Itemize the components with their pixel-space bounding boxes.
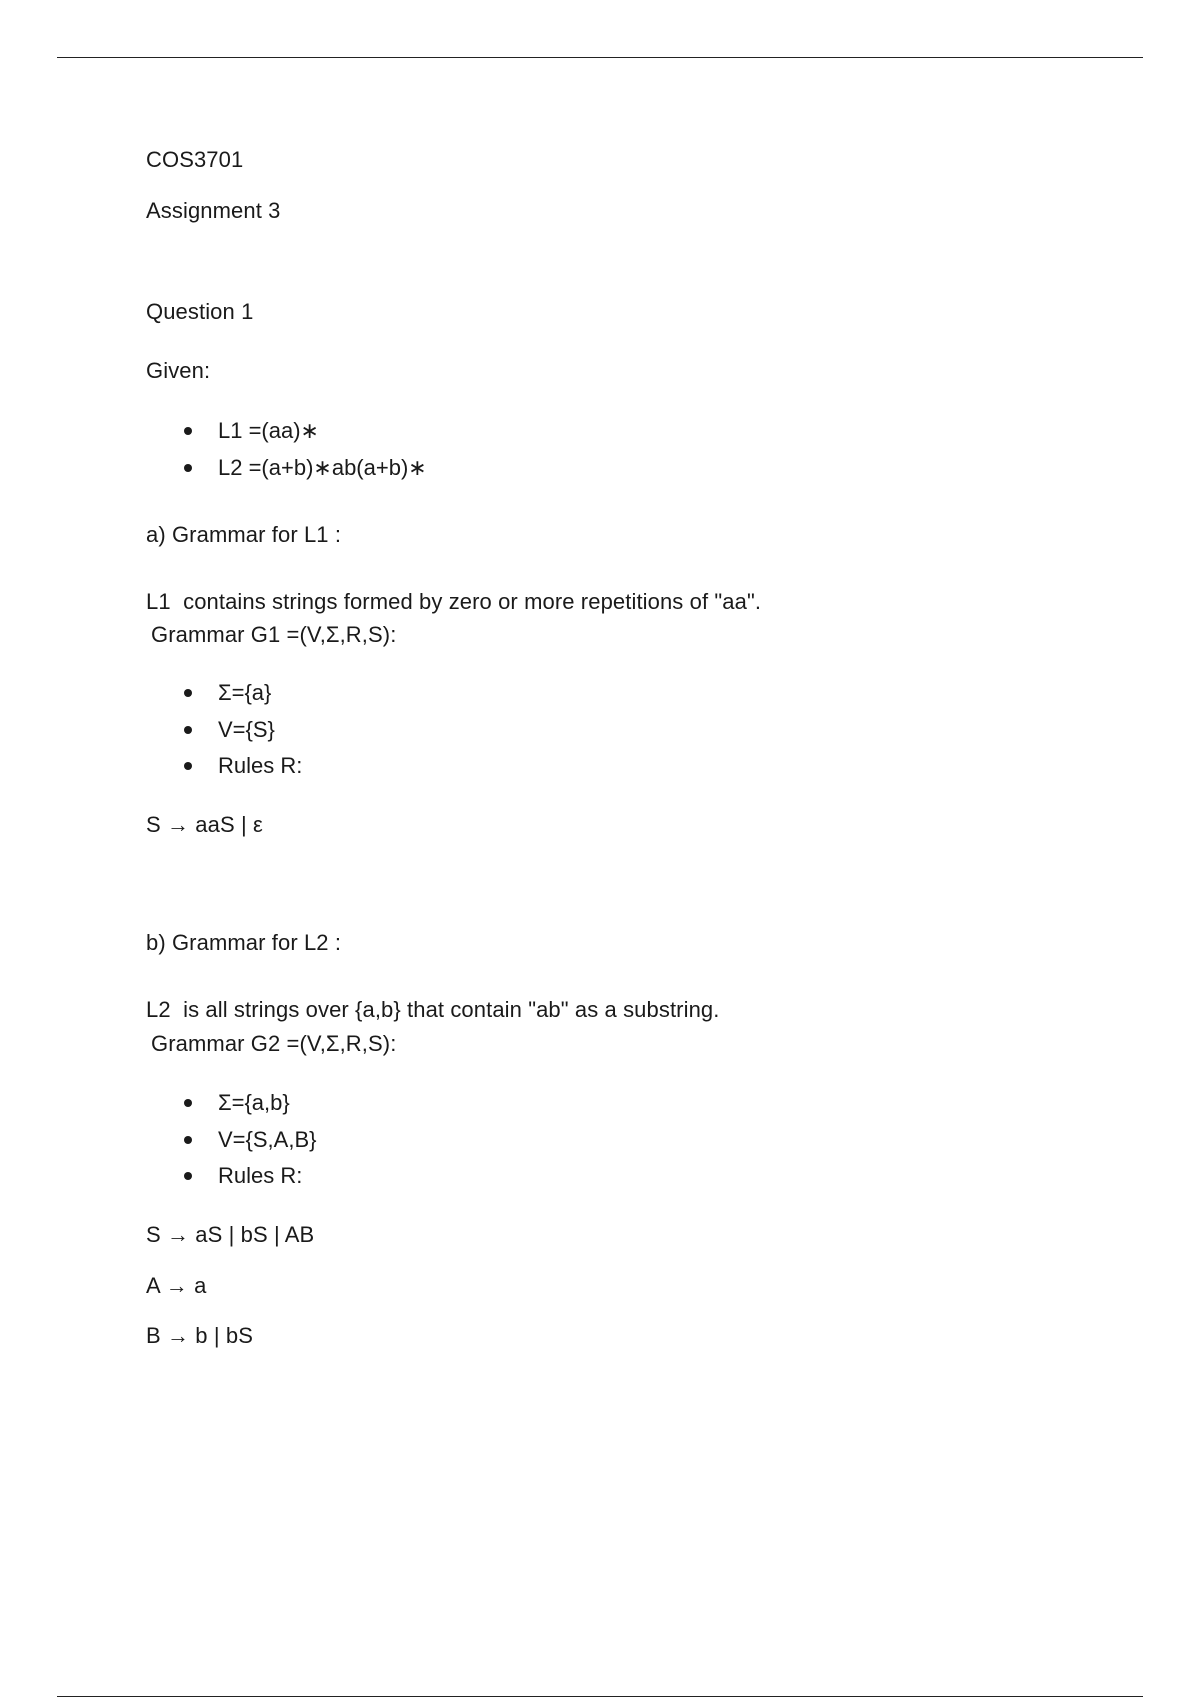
given-label: Given:: [146, 358, 211, 383]
part-a-item: V={S}: [184, 717, 196, 795]
part-a-item: Σ={a}: [184, 680, 196, 758]
part-b-rule: A → a: [146, 1273, 207, 1298]
bullet-icon: [184, 1099, 192, 1107]
part-b-heading: b) Grammar for L2 :: [146, 930, 342, 955]
bullet-icon: [184, 464, 192, 472]
bullet-icon: [184, 762, 192, 770]
part-b-description: L2 is all strings over {a,b} that contain "ab" as a substring.: [146, 997, 720, 1022]
bullet-icon: [184, 1172, 192, 1180]
part-b-item: V={S,A,B}: [184, 1127, 196, 1205]
part-a-rule: S → aaS | ε: [146, 812, 263, 837]
bullet-icon: [184, 689, 192, 697]
question-title: Question 1: [146, 299, 254, 324]
bullet-icon: [184, 726, 192, 734]
part-b-grammar-label: Grammar G2 =(V,Σ,R,S):: [151, 1031, 397, 1056]
part-b-item: Σ={a,b}: [184, 1090, 196, 1168]
bullet-icon: [184, 427, 192, 435]
part-b-item: Rules R:: [184, 1163, 196, 1241]
bullet-icon: [184, 1136, 192, 1144]
given-item: L1 =(aa)∗: [184, 418, 196, 496]
part-a-heading: a) Grammar for L1 :: [146, 522, 342, 547]
assignment-title: Assignment 3: [146, 198, 281, 223]
course-code: COS3701: [146, 147, 244, 172]
part-a-item: Rules R:: [184, 753, 196, 831]
part-a-grammar-label: Grammar G1 =(V,Σ,R,S):: [151, 622, 397, 647]
part-b-rule: B → b | bS: [146, 1323, 253, 1348]
header-rule: [57, 57, 1143, 58]
given-item: L2 =(a+b)∗ab(a+b)∗: [184, 455, 196, 533]
footer-rule: [57, 1696, 1143, 1697]
part-a-description: L1 contains strings formed by zero or more repetitions of "aa".: [146, 589, 762, 614]
part-b-rule: S → aS | bS | AB: [146, 1222, 315, 1247]
